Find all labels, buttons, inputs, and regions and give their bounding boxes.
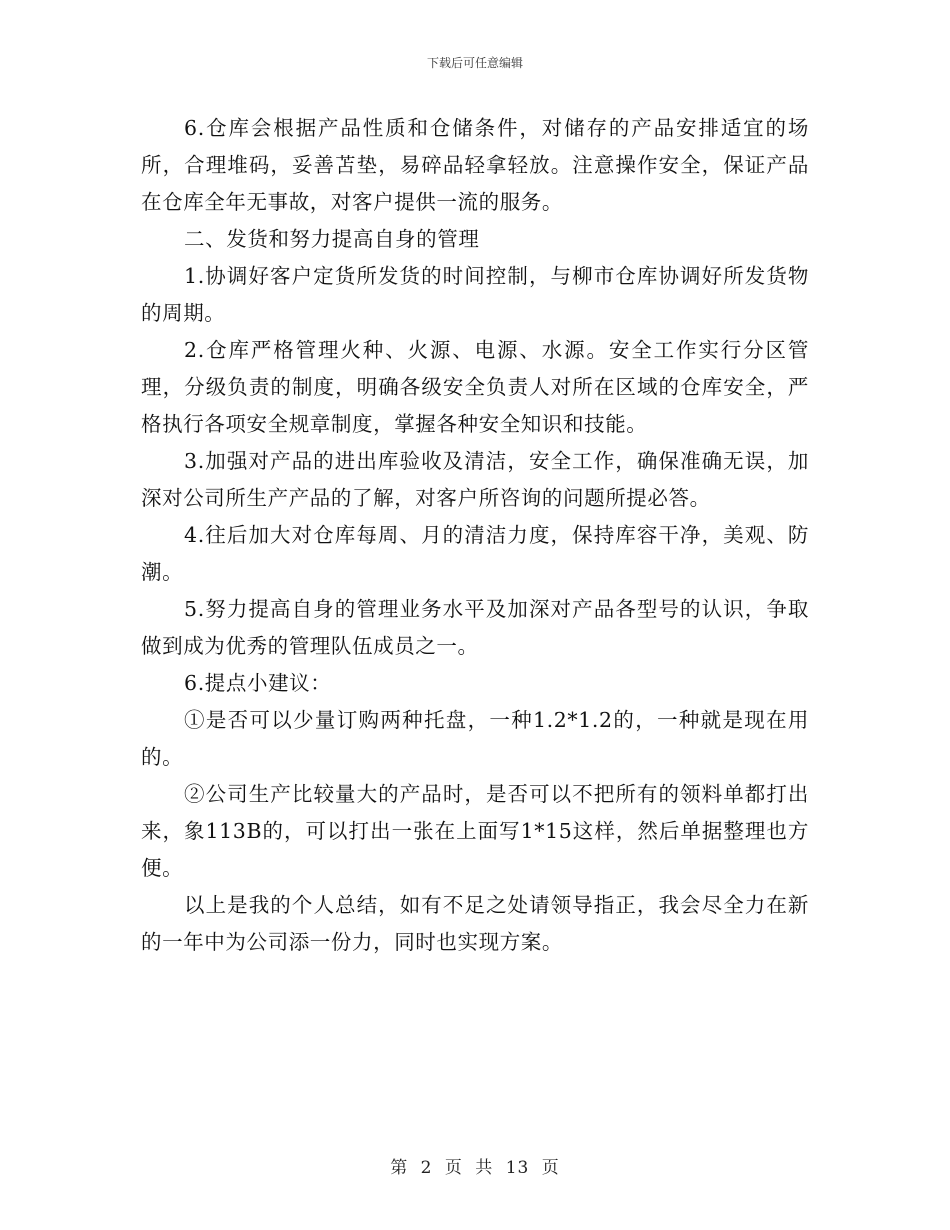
paragraph: 3.加强对产品的进出库验收及清洁，安全工作，确保准确无误，加深对公司所生产产品的了解，对客户所咨询的问题所提必答。 [141,449,809,510]
current-page-number: 2 [420,1158,433,1178]
page-header: 下载后可任意编辑 [426,56,523,70]
paragraph: 5.努力提高自身的管理业务水平及加深对产品各型号的认识，争取做到成为优秀的管理队伍成员之一。 [141,597,809,658]
paragraph: 以上是我的个人总结，如有不足之处请领导指正，我会尽全力在新的一年中为公司添一份力，同时也实现方案。 [141,893,809,954]
footer-middle2: 共 [475,1158,494,1178]
section-heading: 二、发货和努力提高自身的管理 [184,227,480,251]
footer-middle1: 页 [444,1158,463,1178]
page-footer [0,1153,950,1178]
paragraph: ②公司生产比较量大的产品时，是否可以不把所有的领料单都打出来，象113B的，可以打出一张在上面写1*15这样，然后单据整理也方便。 [141,782,809,880]
paragraph: 2.仓库严格管理火种、火源、电源、水源。安全工作实行分区管理，分级负责的制度，明确各级安全负责人对所在区域的仓库安全，严格执行各项安全规章制度，掌握各种安全知识和技能。 [141,338,809,436]
paragraph: ①是否可以少量订购两种托盘，一种1.2*1.2的，一种就是现在用的。 [141,708,809,769]
paragraph: 6.仓库会根据产品性质和仓储条件，对储存的产品安排适宜的场所，合理堆码，妥善苫垫，易碎品轻拿轻放。注意操作安全，保证产品在仓库全年无事故，对客户提供一流的服务。 [141,116,809,214]
document-body [141,110,809,961]
paragraph: 4.往后加大对仓库每周、月的清洁力度，保持库容干净，美观、防潮。 [141,523,809,584]
total-pages-number: 13 [505,1158,530,1178]
paragraph: 6.提点小建议： [184,671,332,695]
footer-prefix: 第 [390,1158,409,1178]
paragraph: 1.协调好客户定货所发货的时间控制，与柳市仓库协调好所发货物的周期。 [141,264,809,325]
footer-suffix: 页 [541,1158,560,1178]
